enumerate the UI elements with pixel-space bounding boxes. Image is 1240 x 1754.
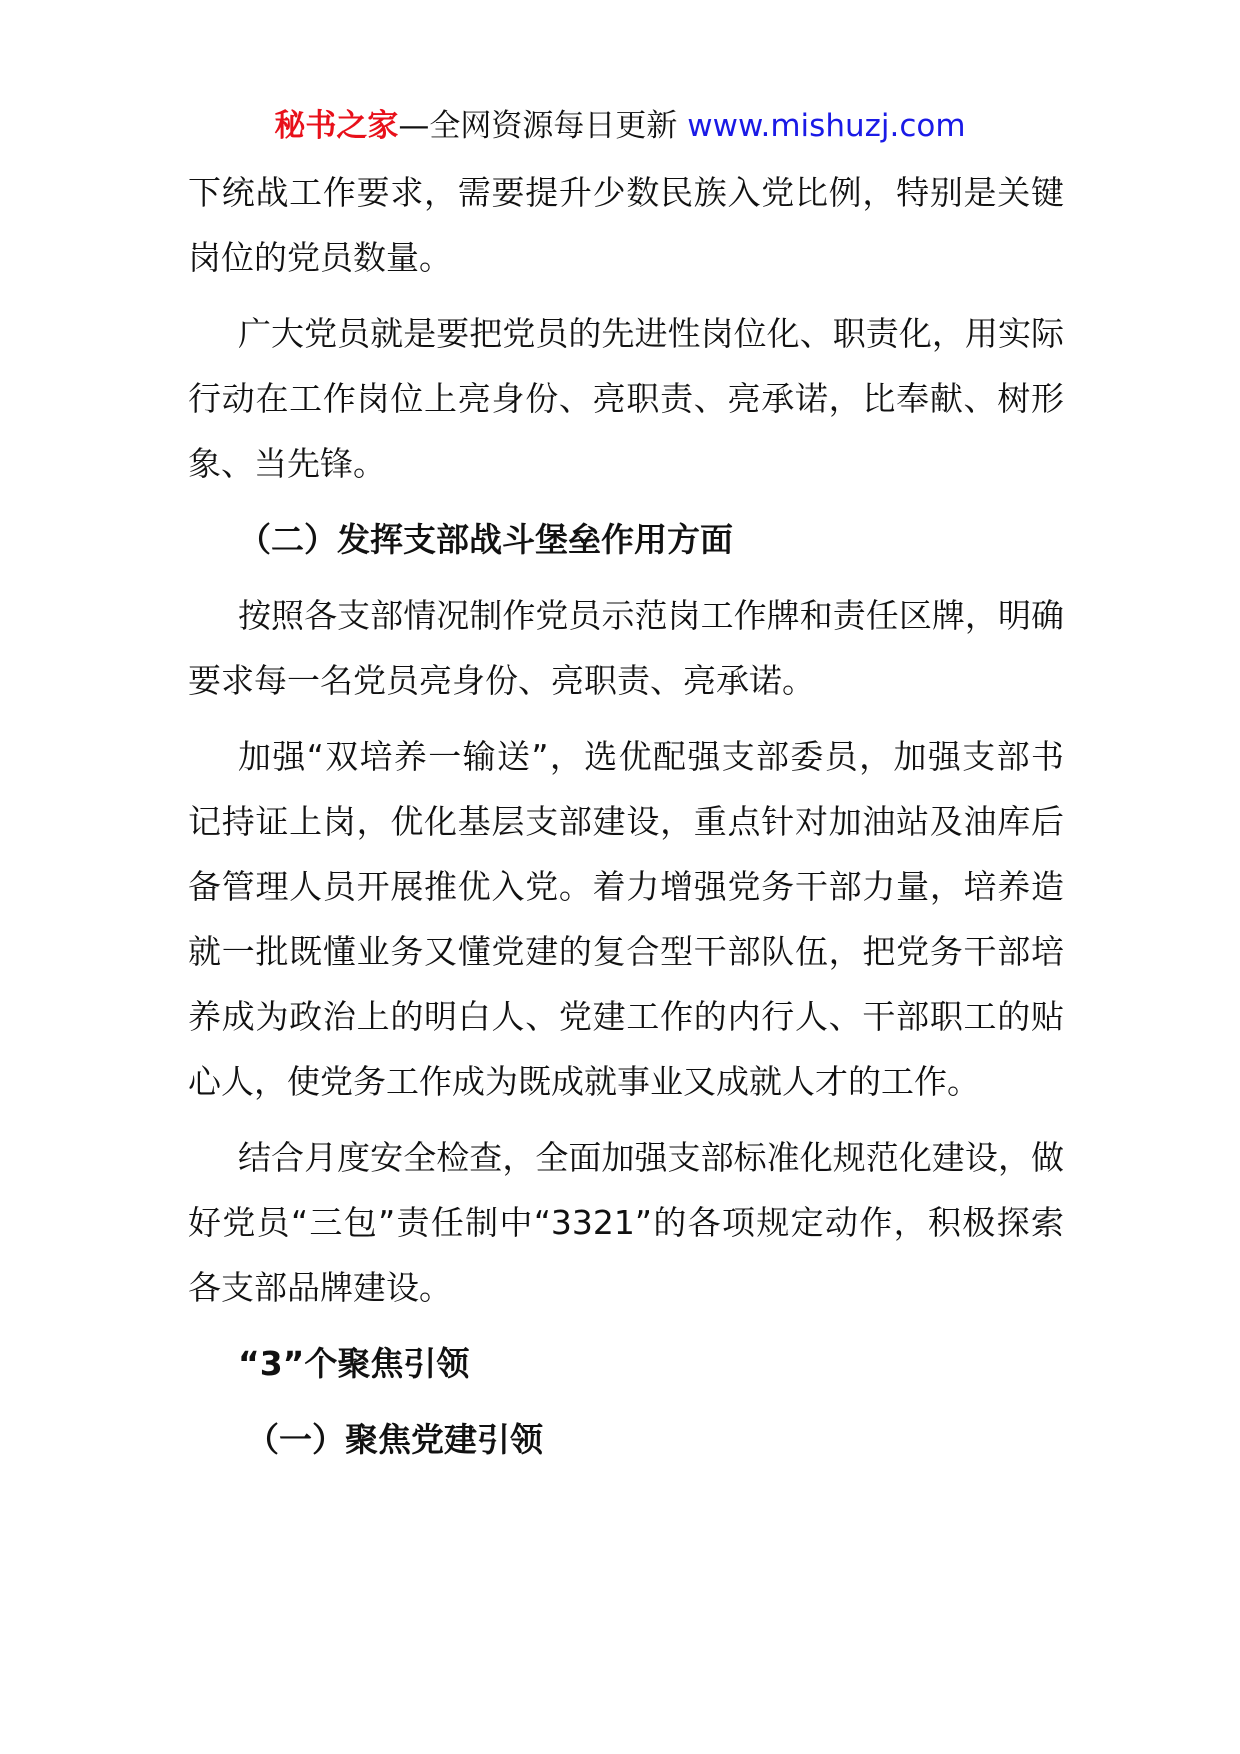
section-heading-focus: “3”个聚焦引领 (238, 1344, 470, 1383)
paragraph-5: 结合月度安全检查，全面加强支部标准化规范化建设，做好党员“三包”责任制中“3321”的各项规定动作，积极探索各支部品牌建设。 (188, 1138, 1064, 1307)
header-site-link[interactable]: www.mishuzj.com (687, 108, 966, 144)
section-heading-1: （一）聚焦党建引领 (246, 1420, 543, 1459)
paragraph-2: 广大党员就是要把党员的先进性岗位化、职责化，用实际行动在工作岗位上亮身份、亮职责、亮承诺，比奉献、树形象、当先锋。 (188, 314, 1064, 483)
header-slogan: —全网资源每日更新 (398, 108, 678, 144)
header-brand: 秘书之家 (274, 108, 399, 144)
paragraph-4: 加强“双培养一输送”，选优配强支部委员，加强支部书记持证上岗，优化基层支部建设，重点针对加油站及油库后备管理人员开展推优入党。着力增强党务干部力量，培养造就一批既懂业务又懂党建的复合型干部队伍，把党务干部培养成为政治上的明白人、党建工作的内行人、干部职工的贴心人，使党务工作成为既成就事业又成就人才的工作。 (188, 737, 1064, 1101)
paragraph-1: 下统战工作要求，需要提升少数民族入党比例，特别是关键岗位的党员数量。 (188, 173, 1064, 277)
paragraph-3: 按照各支部情况制作党员示范岗工作牌和责任区牌，明确要求每一名党员亮身份、亮职责、亮承诺。 (188, 596, 1064, 700)
section-heading-2: （二）发挥支部战斗堡垒作用方面 (238, 520, 733, 559)
document-body (188, 160, 1064, 1483)
page-header (0, 104, 1240, 148)
